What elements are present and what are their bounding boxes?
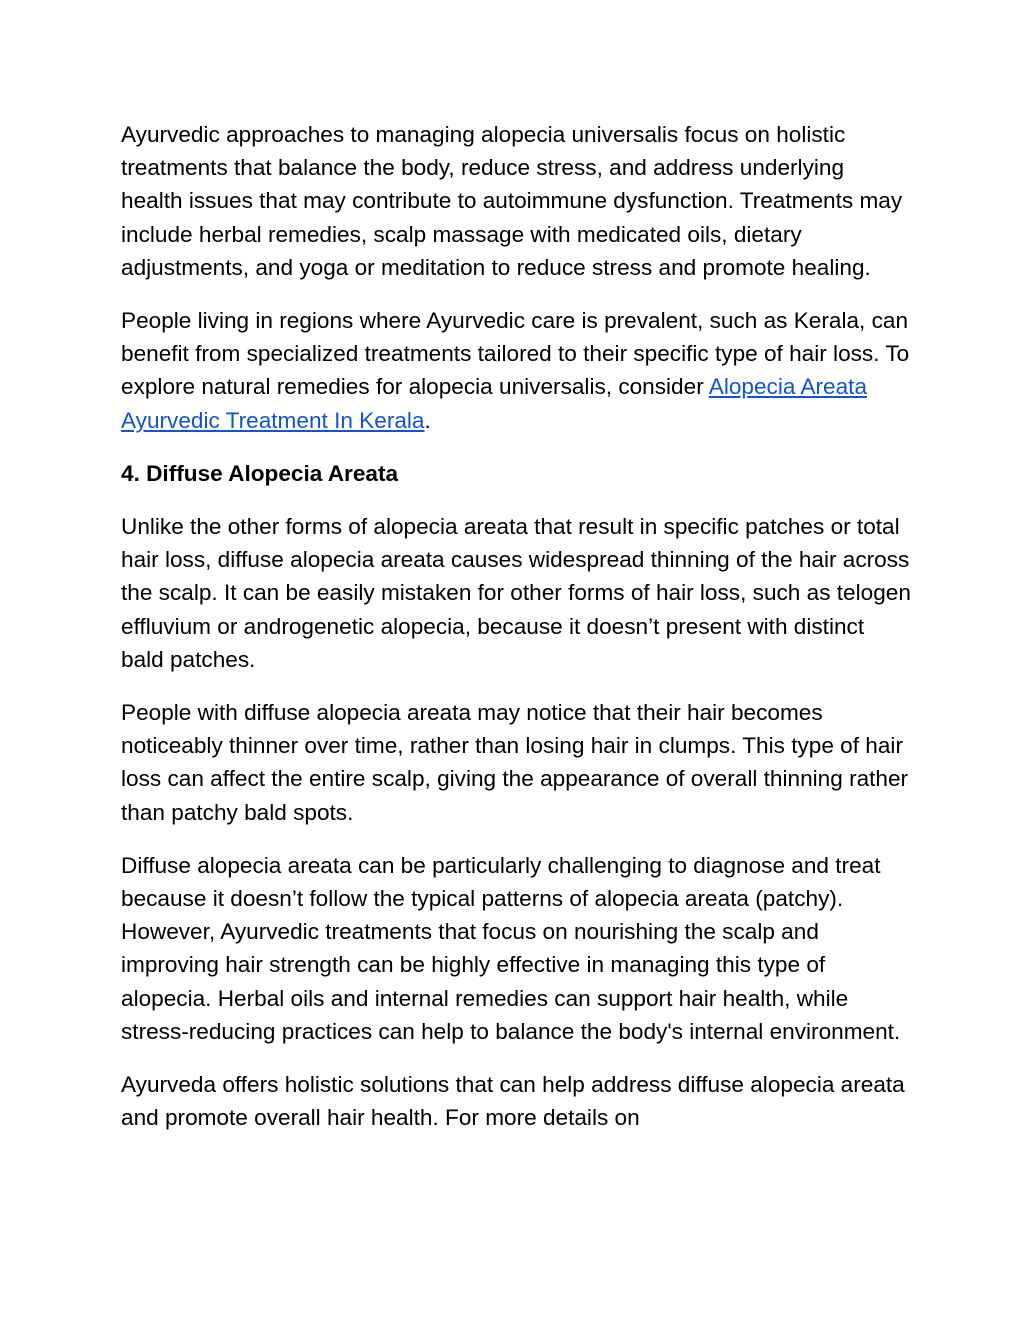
section-heading-diffuse-alopecia: 4. Diffuse Alopecia Areata bbox=[121, 460, 399, 486]
paragraph-ayurvedic-approaches: Ayurvedic approaches to managing alopecia universalis focus on holistic treatments that balance the body, reduce stress, and address underlying health issues that may contribute to autoimmune dysfunction. Treatments may include herbal remedies, scalp massage with medicated oils, dietary adjustments, and yoga or meditation to reduce stress and promote healing. bbox=[121, 122, 903, 280]
paragraph-kerala-treatments bbox=[121, 304, 911, 437]
paragraph-kerala-period: . bbox=[424, 407, 431, 433]
kerala-treatment-link[interactable]: Alopecia Areata Ayurvedic Treatment In Kerala bbox=[121, 374, 868, 433]
paragraph-ayurveda-solutions: Ayurveda offers holistic solutions that can help address diffuse alopecia areata and promote overall hair health. For more details on bbox=[121, 1072, 905, 1131]
paragraph-kerala-text: People living in regions where Ayurvedic care is prevalent, such as Kerala, can benefit from specialized treatments tailored to their specific type of hair loss. To explore natural remedies for alopecia universalis, consider bbox=[121, 308, 910, 400]
paragraph-diffuse-overview: Unlike the other forms of alopecia areata that result in specific patches or total hair loss, diffuse alopecia areata causes widespread thinning of the hair across the scalp. It can be easily mistaken for other forms of hair loss, such as telogen effluvium or androgenetic alopecia, because it doesn’t present with distinct bald patches. bbox=[121, 514, 911, 672]
paragraph-diffuse-diagnosis: Diffuse alopecia areata can be particularly challenging to diagnose and treat because it doesn’t follow the typical patterns of alopecia areata (patchy). However, Ayurvedic treatments that focus on nourishing the scalp and improving hair strength can be highly effective in managing this type of alopecia. Herbal oils and internal remedies can support hair health, while stress-reducing practices can help to balance the body's internal environment. bbox=[121, 852, 901, 1044]
paragraph-diffuse-symptoms: People with diffuse alopecia areata may notice that their hair becomes noticeably thinner over time, rather than losing hair in clumps. This type of hair loss can affect the entire scalp, giving the appearance of overall thinning rather than patchy bald spots. bbox=[121, 700, 909, 825]
document-page bbox=[121, 118, 911, 1154]
